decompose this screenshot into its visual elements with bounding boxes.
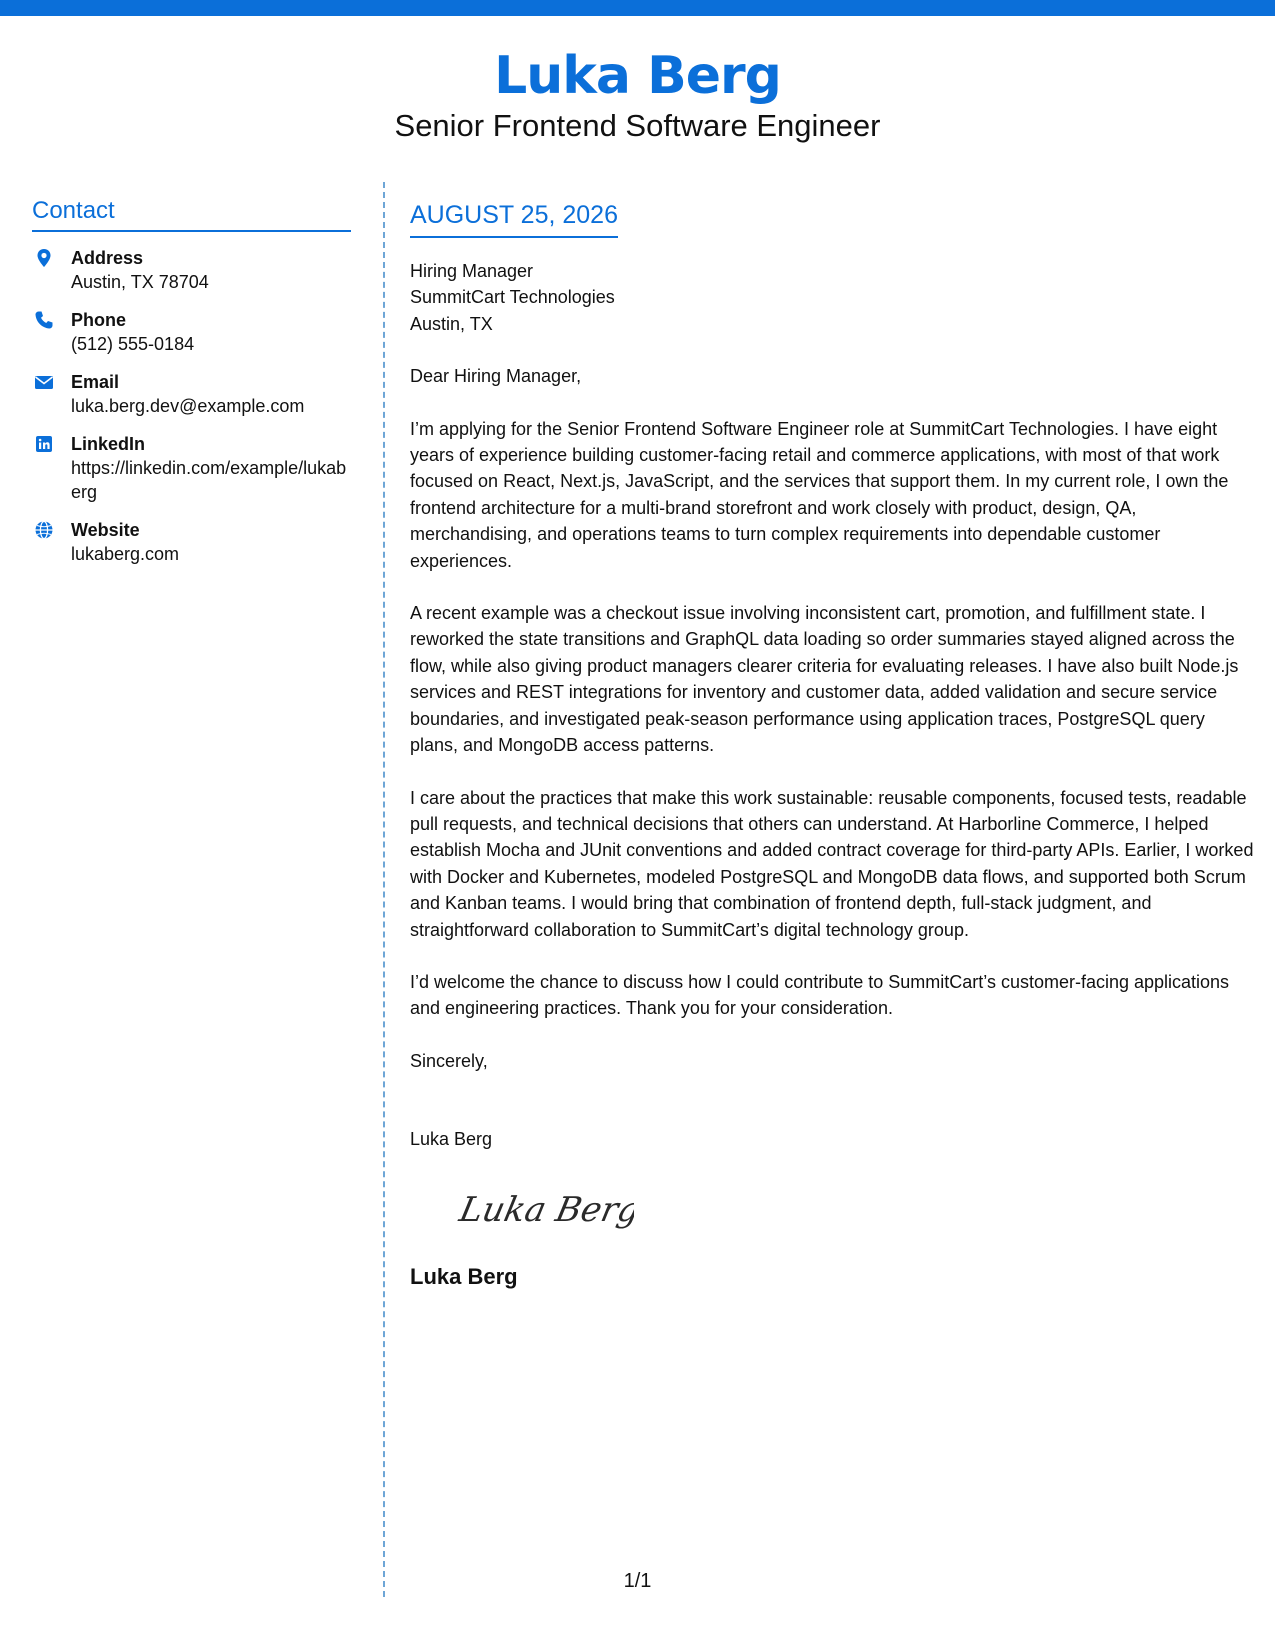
- contact-value[interactable]: https://linkedin.com/example/lukaberg: [71, 458, 347, 502]
- job-title: Senior Frontend Software Engineer: [394, 108, 881, 143]
- body-paragraph: I’m applying for the Senior Frontend Software Engineer role at SummitCart Technologies. I have eight years of experience building customer-facing retail and commerce applications, with most of that work focused on React, Next.js, JavaScript, and the services that support them. In my current role, I own the frontend architecture for a multi-brand storefront and work closely with product, design, QA, merchandising, and operations teams to turn complex requirements into dependable customer experiences.: [410, 418, 1229, 571]
- letter-date: AUGUST 25, 2026: [410, 198, 618, 238]
- body-paragraph: I care about the practices that make this work sustainable: reusable components, focused tests, readable pull requests, and technical decisions that others can understand. At Harborline Commerce, I helped establish Mocha and JUnit conventions and added contract coverage for third-party APIs. Earlier, I worked with Docker and Kubernetes, modeled PostgreSQL and MongoDB data flows, and supported both Scrum and Kanban teams. I would bring that combination of frontend depth, full-stack judgment, and straightforward collaboration to SummitCart’s digital technology group.: [410, 787, 1254, 940]
- signed-name: Luka Berg: [410, 1263, 518, 1289]
- typed-name: Luka Berg: [410, 1129, 493, 1150]
- contact-value[interactable]: luka.berg.dev@example.com: [71, 396, 305, 416]
- body-paragraph: I’d welcome the chance to discuss how I could contribute to SummitCart’s customer-facing applications and engineering practices. Thank you for your consideration.: [410, 971, 1230, 1019]
- contact-sidebar: [32, 196, 351, 566]
- map-pin-icon: [34, 248, 54, 268]
- envelope-icon: [34, 372, 54, 392]
- body-paragraph: A recent example was a checkout issue involving inconsistent cart, promotion, and fulfillment state. I reworked the state transitions and GraphQL data loading so order summaries stayed aligned across the flow, while also giving product managers clearer criteria for evaluating releases. I have also built Node.js services and REST integrations for inventory and customer data, added validation and secure service boundaries, and investigated peak-season performance using application traces, PostgreSQL query plans, and MongoDB access patterns.: [410, 603, 1239, 756]
- recipient-line: Austin, TX: [410, 313, 493, 334]
- contact-heading: Contact: [32, 196, 351, 232]
- closing: Sincerely,: [410, 1050, 488, 1071]
- contact-label: LinkedIn: [71, 434, 146, 454]
- greeting: Dear Hiring Manager,: [410, 366, 582, 387]
- phone-icon: [34, 310, 54, 330]
- contact-label: Address: [71, 248, 144, 268]
- contact-linkedin: [32, 432, 351, 504]
- recipient-block: [410, 258, 1255, 337]
- globe-icon: [34, 520, 54, 540]
- recipient-line: Hiring Manager: [410, 261, 534, 281]
- contact-value: (512) 555-0184: [71, 334, 195, 354]
- contact-value[interactable]: lukaberg.com: [71, 544, 180, 564]
- contact-label: Phone: [71, 310, 127, 330]
- contact-address: [32, 246, 351, 294]
- contact-label: Website: [71, 520, 140, 540]
- contact-value: Austin, TX 78704: [71, 272, 209, 292]
- applicant-name: Luka Berg: [494, 46, 781, 106]
- top-accent-bar: [0, 0, 1275, 16]
- recipient-line: SummitCart Technologies: [410, 287, 615, 308]
- page-number-text: 1/1: [623, 1570, 652, 1592]
- page-number: [0, 1570, 1275, 1593]
- column-divider: [383, 182, 385, 1597]
- contact-email: [32, 370, 351, 418]
- letter-header: [0, 44, 1275, 146]
- signature-text: Luka Berg: [456, 1189, 634, 1230]
- letter-body: [410, 198, 1255, 1292]
- signature-image: [454, 1183, 634, 1239]
- contact-website: [32, 518, 351, 566]
- linkedin-icon: [34, 434, 54, 454]
- contact-phone: [32, 308, 351, 356]
- contact-label: Email: [71, 372, 120, 392]
